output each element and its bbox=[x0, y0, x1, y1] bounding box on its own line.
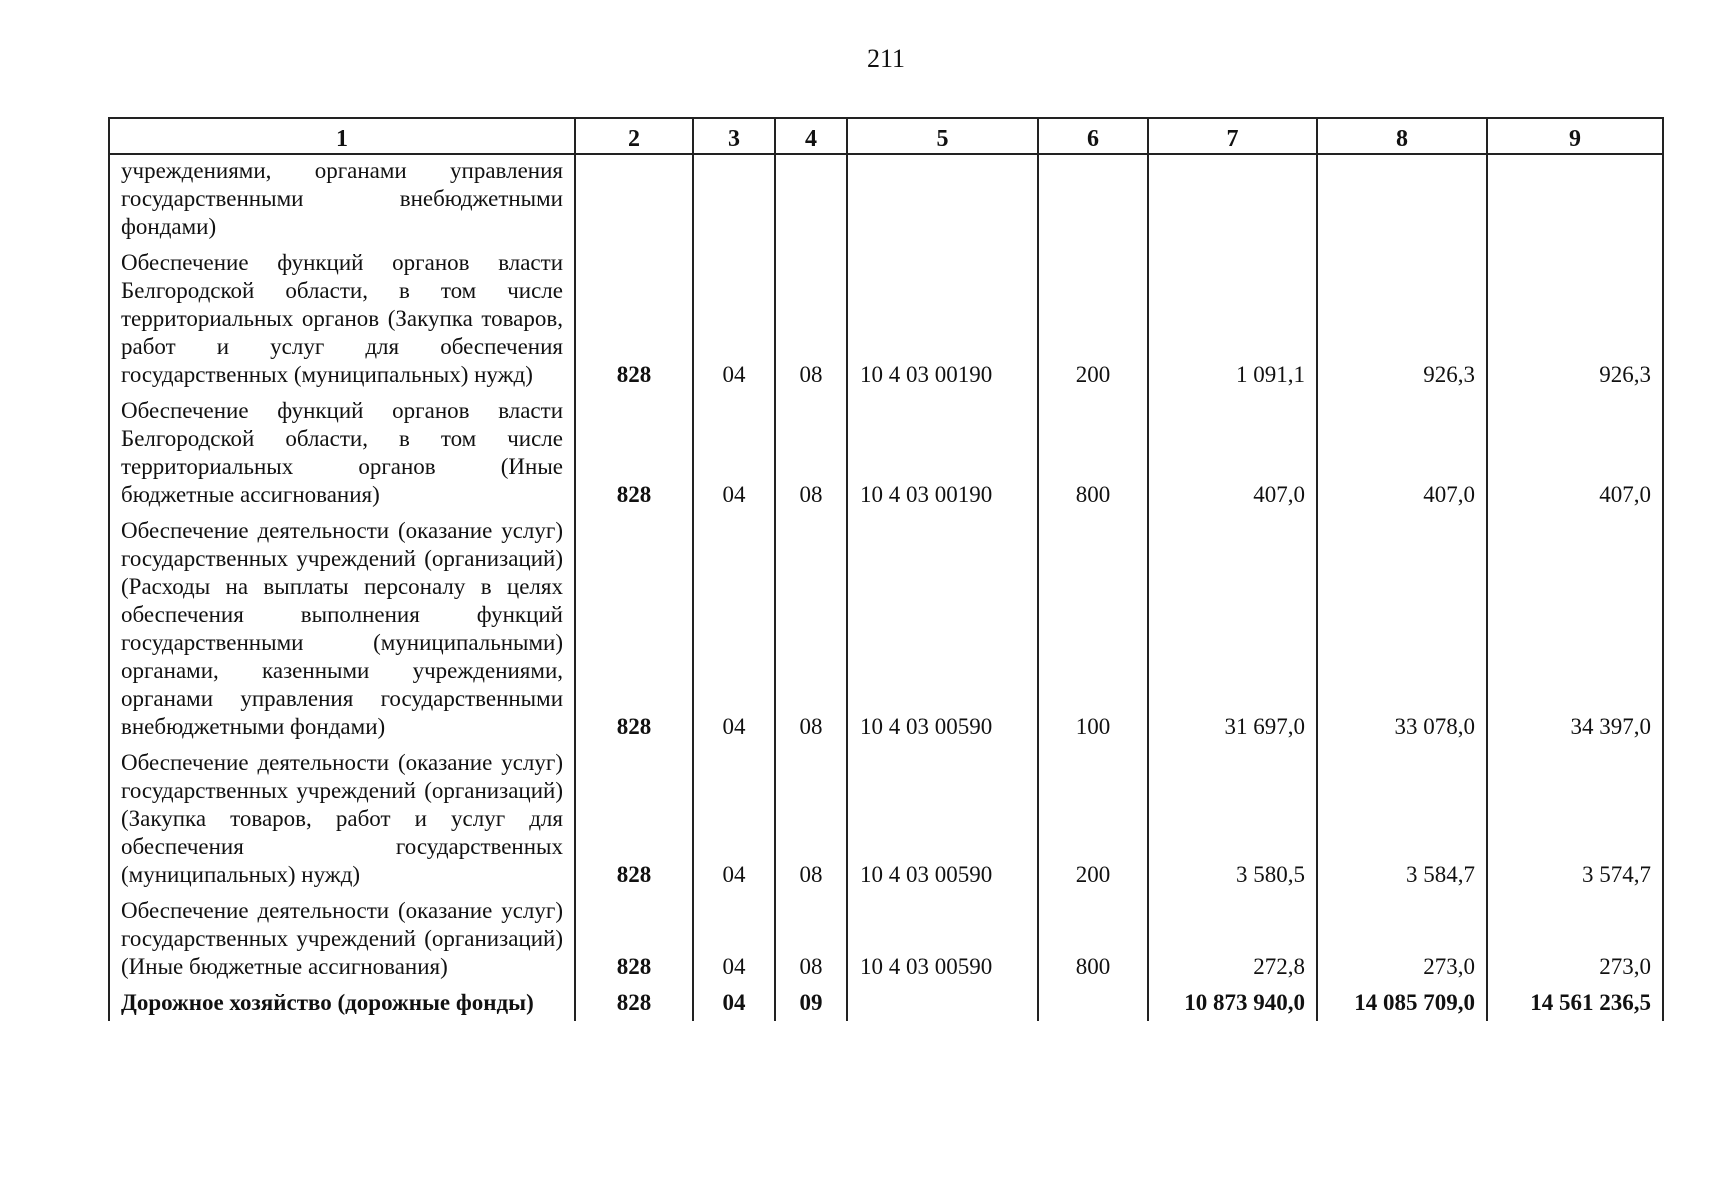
cell-subsection: 08 bbox=[775, 393, 847, 513]
cell-target-article: 10 4 03 00190 bbox=[847, 393, 1038, 513]
table-row bbox=[109, 393, 1663, 513]
row-description: Обеспечение деятельности (оказание услуг) государственных учреждений (организаций) (Иные бюджетные ассигнования) bbox=[109, 893, 575, 985]
cell-target-article: 10 4 03 00190 bbox=[847, 245, 1038, 393]
cell-expense-type: 800 bbox=[1038, 393, 1148, 513]
cell-section: 04 bbox=[693, 513, 775, 745]
budget-table-container bbox=[108, 117, 1662, 1021]
cell-amount-col8: 273,0 bbox=[1317, 893, 1487, 985]
budget-table bbox=[108, 117, 1664, 1021]
cell-expense-type: 100 bbox=[1038, 513, 1148, 745]
cell-amount-col8: 14 085 709,0 bbox=[1317, 985, 1487, 1021]
cell-subsection: 09 bbox=[775, 985, 847, 1021]
cell-amount-col7: 272,8 bbox=[1148, 893, 1317, 985]
cell-expense-type bbox=[1038, 154, 1148, 245]
cell-ministry-code: 828 bbox=[575, 393, 693, 513]
cell-target-article: 10 4 03 00590 bbox=[847, 893, 1038, 985]
cell-amount-col9: 34 397,0 bbox=[1487, 513, 1663, 745]
header-col-9: 9 bbox=[1487, 118, 1663, 154]
cell-amount-col9: 14 561 236,5 bbox=[1487, 985, 1663, 1021]
cell-section: 04 bbox=[693, 985, 775, 1021]
header-col-3: 3 bbox=[693, 118, 775, 154]
page-number: 211 bbox=[866, 44, 906, 73]
header-row bbox=[109, 118, 1663, 154]
cell-amount-col8: 407,0 bbox=[1317, 393, 1487, 513]
header-col-5: 5 bbox=[847, 118, 1038, 154]
cell-amount-col7: 31 697,0 bbox=[1148, 513, 1317, 745]
row-description: Обеспечение функций органов власти Белгородской области, в том числе территориальных органов (Закупка товаров, работ и услуг для обеспечения государственных (муниципальных) нужд) bbox=[109, 245, 575, 393]
header-col-8: 8 bbox=[1317, 118, 1487, 154]
cell-amount-col8: 3 584,7 bbox=[1317, 745, 1487, 893]
header-col-4: 4 bbox=[775, 118, 847, 154]
cell-expense-type: 800 bbox=[1038, 893, 1148, 985]
cell-section bbox=[693, 154, 775, 245]
cell-section: 04 bbox=[693, 893, 775, 985]
row-description: Дорожное хозяйство (дорожные фонды) bbox=[109, 985, 575, 1021]
table-row bbox=[109, 245, 1663, 393]
header-col-7: 7 bbox=[1148, 118, 1317, 154]
cell-ministry-code bbox=[575, 154, 693, 245]
row-description: учреждениями, органами управления государственными внебюджетными фондами) bbox=[109, 154, 575, 245]
cell-amount-col7: 3 580,5 bbox=[1148, 745, 1317, 893]
cell-amount-col7: 407,0 bbox=[1148, 393, 1317, 513]
cell-subsection: 08 bbox=[775, 245, 847, 393]
cell-amount-col9: 407,0 bbox=[1487, 393, 1663, 513]
cell-ministry-code: 828 bbox=[575, 245, 693, 393]
table-row-section-total bbox=[109, 985, 1663, 1021]
cell-ministry-code: 828 bbox=[575, 745, 693, 893]
cell-amount-col7 bbox=[1148, 154, 1317, 245]
cell-amount-col9 bbox=[1487, 154, 1663, 245]
cell-amount-col9: 926,3 bbox=[1487, 245, 1663, 393]
cell-amount-col7: 10 873 940,0 bbox=[1148, 985, 1317, 1021]
cell-target-article: 10 4 03 00590 bbox=[847, 513, 1038, 745]
cell-ministry-code: 828 bbox=[575, 985, 693, 1021]
header-col-1: 1 bbox=[109, 118, 575, 154]
cell-target-article bbox=[847, 985, 1038, 1021]
row-description: Обеспечение деятельности (оказание услуг) государственных учреждений (организаций) (Расходы на выплаты персоналу в целях обеспечения выполнения функций государственными (муниципальными) органами, казенными учреждениями, органами управления государственными внебюджетными фондами) bbox=[109, 513, 575, 745]
table-row bbox=[109, 513, 1663, 745]
cell-section: 04 bbox=[693, 245, 775, 393]
cell-ministry-code: 828 bbox=[575, 513, 693, 745]
table-row bbox=[109, 745, 1663, 893]
cell-expense-type: 200 bbox=[1038, 245, 1148, 393]
header-col-6: 6 bbox=[1038, 118, 1148, 154]
cell-ministry-code: 828 bbox=[575, 893, 693, 985]
cell-expense-type bbox=[1038, 985, 1148, 1021]
row-description: Обеспечение деятельности (оказание услуг) государственных учреждений (организаций) (Закупка товаров, работ и услуг для обеспечения государственных (муниципальных) нужд) bbox=[109, 745, 575, 893]
cell-subsection: 08 bbox=[775, 745, 847, 893]
cell-amount-col7: 1 091,1 bbox=[1148, 245, 1317, 393]
cell-amount-col8: 33 078,0 bbox=[1317, 513, 1487, 745]
cell-section: 04 bbox=[693, 745, 775, 893]
header-col-2: 2 bbox=[575, 118, 693, 154]
cell-subsection bbox=[775, 154, 847, 245]
row-description: Обеспечение функций органов власти Белгородской области, в том числе территориальных органов (Иные бюджетные ассигнования) bbox=[109, 393, 575, 513]
table-row bbox=[109, 154, 1663, 245]
cell-subsection: 08 bbox=[775, 513, 847, 745]
cell-expense-type: 200 bbox=[1038, 745, 1148, 893]
cell-target-article bbox=[847, 154, 1038, 245]
cell-subsection: 08 bbox=[775, 893, 847, 985]
cell-amount-col9: 273,0 bbox=[1487, 893, 1663, 985]
table-row bbox=[109, 893, 1663, 985]
cell-section: 04 bbox=[693, 393, 775, 513]
cell-target-article: 10 4 03 00590 bbox=[847, 745, 1038, 893]
cell-amount-col9: 3 574,7 bbox=[1487, 745, 1663, 893]
cell-amount-col8 bbox=[1317, 154, 1487, 245]
cell-amount-col8: 926,3 bbox=[1317, 245, 1487, 393]
